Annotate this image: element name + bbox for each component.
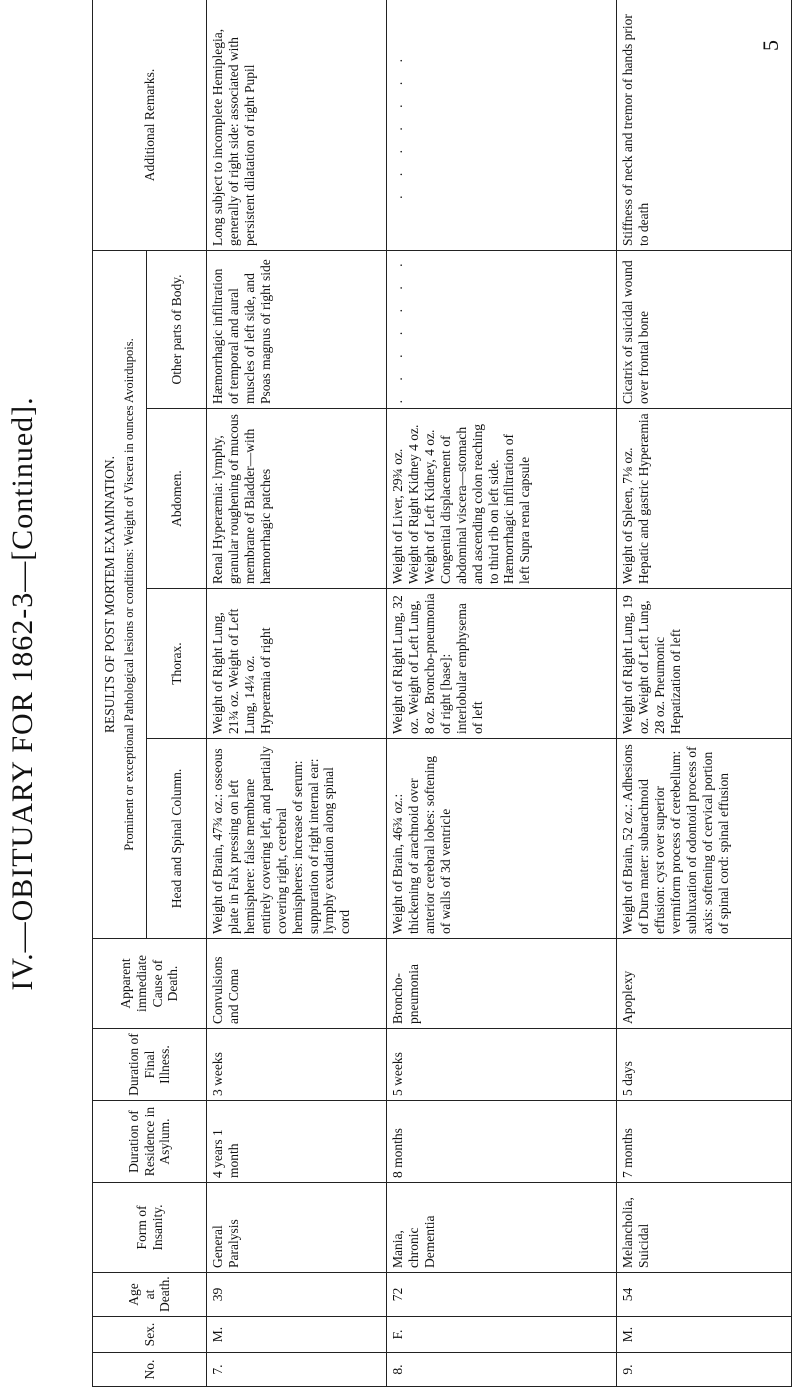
cell-illness: 5 weeks (387, 1029, 617, 1101)
header-form: Form of Insanity. (93, 1183, 207, 1273)
cell-age: 39 (207, 1273, 387, 1317)
header-postmortem-group (93, 250, 147, 938)
cell-other: . . . . . . . (387, 250, 617, 408)
cell-head: Weight of Brain, 47¾ oz.: osseous plate in Falx pressing on left hemisphere: false membrane entirely covering left, and partially covering right, cerebral hemispheres: increase of serum: suppuration of right internal ear: lymphy exudation along spinal cord (207, 739, 387, 939)
cell-cause: Apoplexy (617, 939, 792, 1029)
cell-age: 54 (617, 1273, 792, 1317)
cell-residence: 4 years 1 month (207, 1101, 387, 1183)
page-title: IV.—OBITUARY FOR 1862-3—[Continued]. (6, 396, 39, 991)
cell-form: General Paralysis (207, 1183, 387, 1273)
header-age: Age at Death. (93, 1273, 207, 1317)
cell-thorax: Weight of Right Lung, 21¾ oz. Weight of Left Lung, 14¼ oz. Hyperæmia of right (207, 589, 387, 739)
table-row (617, 0, 792, 1387)
cell-remarks: Long subject to incomplete Hemiplegia, generally of right side: associated with persistent dilatation of right Pupil (207, 0, 387, 250)
table-row (387, 0, 617, 1387)
cell-no: 9. (617, 1353, 792, 1387)
header-remarks: Additional Remarks. (93, 0, 207, 250)
header-cause: Apparent immediate Cause of Death. (93, 939, 207, 1029)
cell-sex: M. (207, 1317, 387, 1353)
cell-illness: 3 weeks (207, 1029, 387, 1101)
cell-abdomen: Weight of Liver, 29¾ oz. Weight of Right Kidney 4 oz. Weight of Left Kidney, 4 oz. Congenital displacement of abdominal viscera—stomach and ascending colon reaching to third rib on left side. Hæmorrhagic infiltration of left Supra renal capsule (387, 409, 617, 589)
header-other: Other parts of Body. (147, 250, 207, 408)
cell-cause: Broncho-pneumonia (387, 939, 617, 1029)
cell-no: 8. (387, 1353, 617, 1387)
cell-residence: 7 months (617, 1101, 792, 1183)
cell-abdomen: Weight of Spleen, 7⅛ oz. Hepatic and gastric Hyperæmia (617, 409, 792, 589)
header-head: Head and Spinal Column. (147, 739, 207, 939)
cell-head: Weight of Brain, 46¾ oz.: thickening of arachnoid over anterior cerebral lobes: softening of walls of 3d ventricle (387, 739, 617, 939)
page-number: 5 (758, 40, 783, 51)
cell-abdomen: Renal Hyperæmia: lymphy, granular roughening of mucous membrane of Bladder—with hæmorrhagic patches (207, 409, 387, 589)
header-no: No. (93, 1353, 207, 1387)
cell-age: 72 (387, 1273, 617, 1317)
cell-form: Mania, chronic Dementia (387, 1183, 617, 1273)
header-sex: Sex. (93, 1317, 207, 1353)
cell-thorax: Weight of Right Lung, 32 oz. Weight of Left Lung, 8 oz. Broncho-pneumonia of right [base]: interlobular emphysema of left (387, 589, 617, 739)
header-abdomen: Abdomen. (147, 409, 207, 589)
cell-thorax: Weight of Right Lung, 19 oz. Weight of Left Lung, 28 oz. Pneumonic Hepatization of left (617, 589, 792, 739)
cell-remarks: Stiffness of neck and tremor of hands prior to death (617, 0, 792, 250)
cell-illness: 5 days (617, 1029, 792, 1101)
group-header: RESULTS OF POST MORTEM EXAMINATION. (102, 455, 118, 734)
group-subheader: Prominent or exceptional Pathological lesions or conditions: Weight of Viscera in ounces Avoirdupois. (122, 338, 137, 851)
header-thorax: Thorax. (147, 589, 207, 739)
cell-no: 7. (207, 1353, 387, 1387)
header-illness: Duration of Final Illness. (93, 1029, 207, 1101)
table-row (207, 0, 387, 1387)
cell-other: Cicatrix of suicidal wound over frontal bone (617, 250, 792, 408)
obituary-table (92, 0, 792, 1387)
cell-head: Weight of Brain, 52 oz.: Adhesions of Dura mater: subarachnoid effusion: cyst over superior vermiform process of cerebellum: subluxation of odontoid process of axis: softening of cervical portion of spinal cord: spinal effusion (617, 739, 792, 939)
cell-other: Hæmorrhagic infiltration of temporal and aural muscles of left side, and Psoas magnus of right side (207, 250, 387, 408)
cell-remarks: . . . . . . . (387, 0, 617, 250)
cell-cause: Convulsions and Coma (207, 939, 387, 1029)
cell-sex: M. (617, 1317, 792, 1353)
cell-sex: F. (387, 1317, 617, 1353)
cell-residence: 8 months (387, 1101, 617, 1183)
header-residence: Duration of Residence in Asylum. (93, 1101, 207, 1183)
cell-form: Melancholia, Suicidal (617, 1183, 792, 1273)
